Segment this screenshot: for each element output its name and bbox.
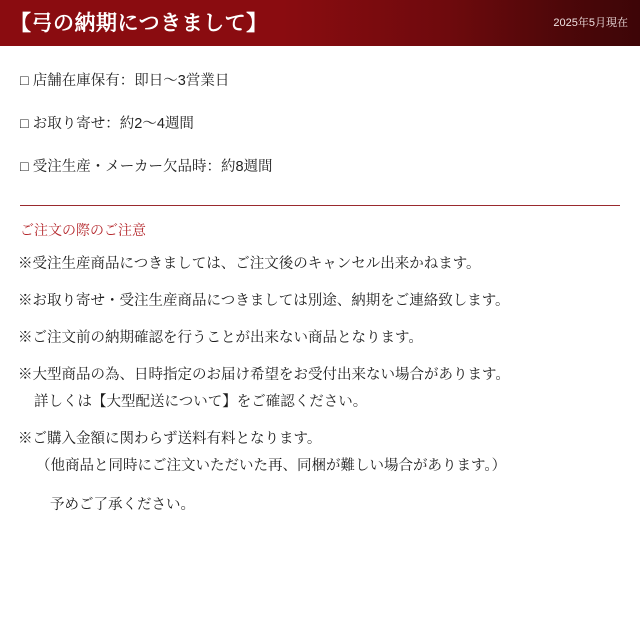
list-item: □ 受注生産・メーカー欠品時：約8週間 xyxy=(20,158,273,175)
section-divider xyxy=(20,205,620,206)
effective-date: 2025年5月現在 xyxy=(553,17,628,29)
list-item: □ お取り寄せ：約2～4週間 xyxy=(20,115,194,132)
page-title: 【弓の納期につきまして】 xyxy=(10,11,268,35)
list-item: ※ご購入金額に関わらず送料有料となります。 xyxy=(18,430,322,447)
list-item: □ 店舗在庫保有：即日～3営業日 xyxy=(20,73,230,89)
list-item: ※お取り寄せ・受注生産商品につきましては別途、納期をご連絡致します。 xyxy=(18,292,510,309)
list-item: ※大型商品の為、日時指定のお届け希望をお受付出来ない場合があります。 xyxy=(18,366,510,383)
list-item: ※ご注文前の納期確認を行うことが出来ない商品となります。 xyxy=(18,329,423,346)
notice-list xyxy=(18,254,622,477)
page-header xyxy=(0,0,640,46)
notice-heading: ご注文の際のご注意 xyxy=(20,221,146,238)
list-item-detail: （他商品と同時にご注文いただいた再、同梱が難しい場合があります。） xyxy=(36,457,507,474)
list-item-detail: 詳しくは【大型配送について】をご確認ください。 xyxy=(34,393,368,410)
closing-text: 予めご了承ください。 xyxy=(50,496,195,513)
delivery-time-list xyxy=(18,60,622,189)
list-item: ※受注生産商品につきましては、ご注文後のキャンセル出来かねます。 xyxy=(18,255,481,272)
page-content xyxy=(0,46,640,514)
